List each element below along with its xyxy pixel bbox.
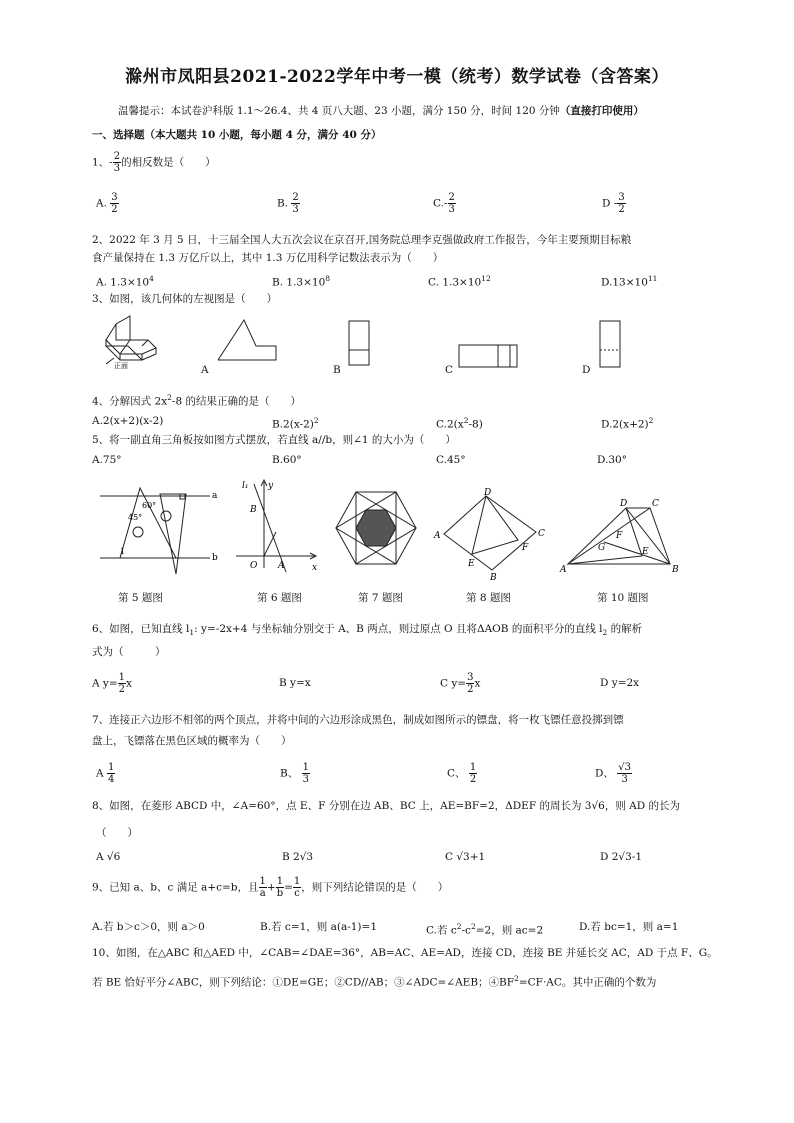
triangle-def [472,496,518,554]
q3-option-b-figure [348,320,372,368]
q6-line1: 6、如图，已知直线 $l_1$: y=-2x+4 与坐标轴分别交于 A、B 两点，则过原点 O 且将ΔAOB 的面积平分的直线 $l_2$ 的解析 [92,623,643,638]
q3-option-a-figure [214,318,284,363]
caption-fig7: 第 7 题图 [358,592,403,604]
caption-fig5: 第 5 题图 [118,592,163,604]
front-label: 正面 [114,362,128,370]
fig5-label-1: 1 [120,547,126,556]
fig10-label-d: D [620,499,628,509]
fig6-label-b: B [250,505,257,515]
q5-option-b: B.60° [272,454,302,466]
q5-option-a: A.75° [92,454,122,466]
q10-line1: 10、如图，在△ABC 和△AED 中，∠CAB=∠DAE=36°，AB=AC、AE=AD，连接 CD，连接 BE 并延长交 AC，AD 于点 F、G。 [92,947,718,959]
fig8-label-e: E [468,559,475,569]
fig8-label-a: A [434,531,441,541]
q3-solid-figure [100,314,170,374]
q2-option-b: B. $1.3\times 10^8$ [272,274,331,289]
triangle-aed [568,508,642,564]
q2-option-c: C. $1.3\times 10^{12}$ [428,274,491,289]
fig10-label-f: F [616,531,623,541]
q6-line2: 式为（ ） [92,646,166,658]
q7-option-d: D、 $\frac{√3}{3}$ [595,762,631,785]
line-l1 [254,484,286,572]
caption-fig10: 第 10 题图 [597,592,649,604]
q3-option-d-figure [599,320,623,370]
fig8-label-d: D [484,488,492,498]
tip-bold: （直接打印使用） [559,105,644,117]
q3-label-b: B [333,364,341,376]
q3-option-c-figure [458,344,522,370]
q2-option-a: A. $1.3\times 10^4$ [96,274,154,289]
q1-option-c: C.- $\frac{2}{3}$ [433,192,455,215]
q7-line1: 7、连接正六边形不相邻的两个顶点，并将中间的六边形涂成黑色，制成如图所示的镖盘，将一枚飞镖任意投掷到镖 [92,714,624,726]
figure-7 [334,490,420,580]
caption-fig6: 第 6 题图 [257,592,302,604]
black-hexagon [356,510,396,546]
fig6-label-x: x [312,563,318,573]
fig8-label-b: B [490,573,497,583]
page-title: 滁州市凤阳县2021-2022学年中考一模（统考）数学试卷（含答案） [125,67,669,87]
q3-label-c: C [445,364,454,376]
q1-stem [92,151,216,174]
q6-option-c: C y= $\frac{3}{2}$ x [440,672,481,695]
fig8-label-f: F [522,543,529,553]
q8-option-b: B 2√3 [282,851,314,863]
q8-option-a: A √6 [96,851,121,863]
q5-option-d: D.30° [597,454,627,466]
q9-option-d: D.若 bc=1，则 a=1 [579,921,679,933]
q7-option-c: C、 $\frac{1}{2}$ [447,762,477,785]
q4-option-b: $B.2(x-2)^2$ [272,416,319,431]
q8-option-c: C √3+1 [445,851,486,863]
q9-option-a: A.若 b＞c＞0，则 a＞0 [92,921,205,933]
q7-option-a: A $\frac{1}{4}$ [96,762,115,785]
figure-8 [432,488,550,583]
q8-option-d: D 2√3-1 [600,851,643,863]
triangle-45 [120,488,176,558]
section-heading: 一、选择题（本大题共 10 小题，每小题 4 分，满分 40 分） [92,129,382,141]
fig6-label-o: O [250,561,258,571]
tip-line [118,104,644,118]
q5-stem: 5、将一副直角三角板按如图方式摆放，若直线 a//b，则∠1 的大小为（ ） [92,434,456,446]
q2-line2: 食产量保持在 1.3 万亿斤以上，其中 1.3 万亿用科学记数法表示为（ ） [92,252,444,264]
fig6-label-a: A [278,561,285,571]
fig10-label-a: A [560,565,567,575]
q1-option-d: D - $\frac{3}{2}$ [602,192,625,215]
q1-fraction: $\frac{2}{3}$ [113,151,121,174]
q7-line2: 盘上，飞镖落在黑色区域的概率为（ ） [92,735,292,747]
q7-option-b: B、 $\frac{1}{3}$ [280,762,309,785]
q3-label-d: D [582,364,591,376]
caption-fig8: 第 8 题图 [466,592,511,604]
q4-option-d: $D.2(x+2)^2$ [601,416,654,431]
q1-option-a: A. $\frac{3}{2}$ [96,192,118,215]
q10-line2: 若 BE 恰好平分∠ABC，则下列结论：①DE=GE；②CD//AB；③∠ADC=∠AEB；$④BF^2=CF\cdot AC$。其中正确的个数为 [92,974,657,989]
fig10-label-c: C [652,499,659,509]
q4-stem: 4、分解因式 $2x^2-8$ 的结果正确的是（ ） [92,393,301,408]
q6-option-b: B y=x [279,677,311,689]
fig6-label-l1: l₁ [242,481,249,491]
fig5-label-b: b [212,553,218,563]
q9-option-c: C.若 $c^2-c^2=2$，则 ac=2 [426,922,544,937]
fig8-label-c: C [538,529,545,539]
q1-option-b: B. $\frac{2}{3}$ [277,192,299,215]
q2-option-d: $D.13\times 10^{11}$ [601,274,658,289]
q6-option-a: A y= $\frac{1}{2}$ x [92,672,132,695]
figure-5 [98,484,223,579]
rhombus-abcd [444,496,536,570]
fig5-label-a: a [212,491,218,501]
q2-line1: 2、2022 年 3 月 5 日，十三届全国人大五次会议在京召开,国务院总理李克强做政府工作报告，今年主要预期目标粮 [92,234,632,246]
fig6-label-y: y [268,481,274,491]
figure-10 [560,494,685,578]
fig10-label-b: B [672,565,679,575]
q3-stem: 3、如图，该几何体的左视图是（ ） [92,293,278,305]
q8-line2: （ ） [96,827,138,839]
q4-option-a: A.2(x+2)(x-2) [92,415,164,427]
fig5-label-60: 60° [142,501,157,510]
q6-option-d: D y=2x [600,677,640,689]
bisector-line [264,532,276,556]
q3-label-a: A [201,364,209,376]
q4-option-c: $C.2(x^2-8)$ [436,416,483,431]
q8-line1: 8、如图，在菱形 ABCD 中，∠A=60°，点 E、F 分别在边 AB、BC 上，AE=BF=2，ΔDEF 的周长为 3√6，则 AD 的长为 [92,800,681,812]
fig10-label-g: G [598,543,606,553]
figure-6 [232,476,322,576]
tip-text: 温馨提示：本试卷沪科版 1.1～26.4、共 4 页八大题、23 小题，满分 150 分，时间 120 分钟 [118,105,560,117]
q1-post: 的相反数是（ ） [121,156,216,169]
q1-pre: 1、- [92,156,113,169]
q5-option-c: C.45° [436,454,466,466]
q9-stem: 9、已知 a、b、c 满足 a+c=b，且 $\frac{1}{a}$ + $\frac{1}{b}$ = $\frac{1}{c}$ ，则下列结论错误的是（ ） [92,876,449,899]
fig5-label-45: 45° [128,513,143,522]
fig10-label-e: E [642,547,649,557]
q9-option-b: B.若 c=1，则 a(a-1)=1 [260,921,378,933]
solid-edges [106,340,120,360]
